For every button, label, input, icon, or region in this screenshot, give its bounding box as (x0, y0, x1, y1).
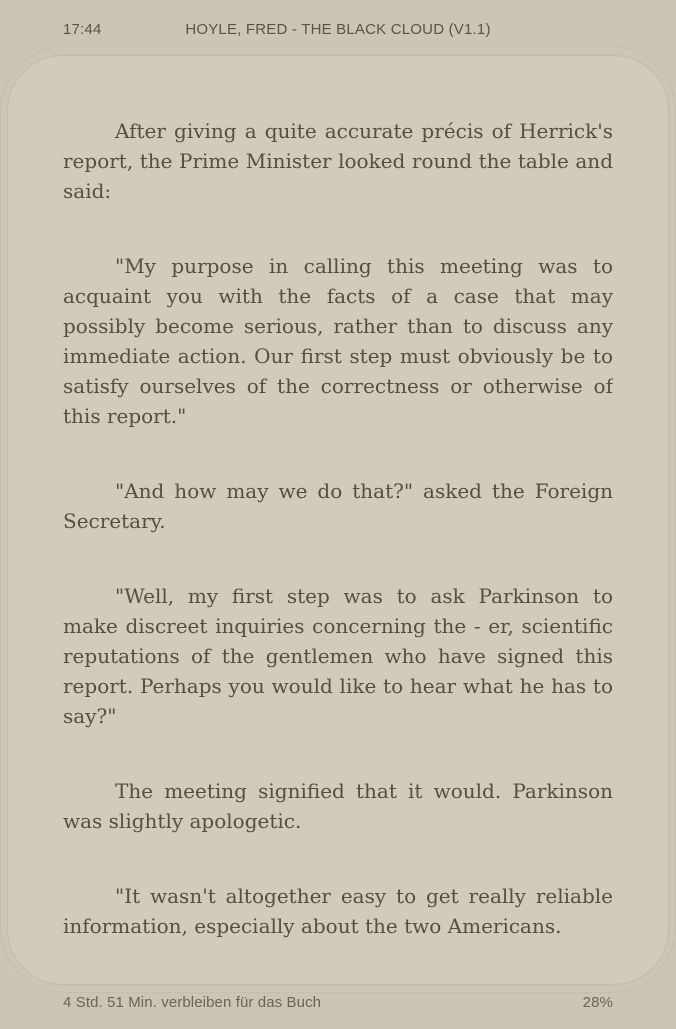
clock-time: 17:44 (63, 21, 102, 38)
time-remaining-label: 4 Std. 51 Min. verbleiben für das Buch (63, 994, 322, 1011)
paragraph: "It wasn't altogether easy to get really reliable information, especially about the two Americans. (63, 884, 613, 938)
reader-footer (0, 989, 676, 1029)
paragraph: "And how may we do that?" asked the Foreign Secretary. (63, 479, 613, 533)
paragraph: "Well, my first step was to ask Parkinson to make discreet inquiries concerning the - er, scientific reputations of the gentlemen who have signed this report. Perhaps you would like to hear what he has to say?" (63, 584, 613, 728)
book-text-area[interactable] (63, 116, 613, 969)
paragraph: After giving a quite accurate précis of Herrick's report, the Prime Minister looked round the table and said: (63, 119, 613, 203)
paragraph: The meeting signified that it would. Parkinson was slightly apologetic. (63, 779, 613, 833)
status-bar (0, 0, 676, 48)
book-title-header: HOYLE, FRED - THE BLACK CLOUD (V1.1) (185, 21, 491, 38)
paragraph: "My purpose in calling this meeting was to acquaint you with the facts of a case that may possibly become serious, rather than to discuss any immediate action. Our first step must obviously be to satisfy ourselves of the correctness or otherwise of this report." (63, 254, 613, 428)
progress-percent-label: 28% (582, 994, 613, 1011)
